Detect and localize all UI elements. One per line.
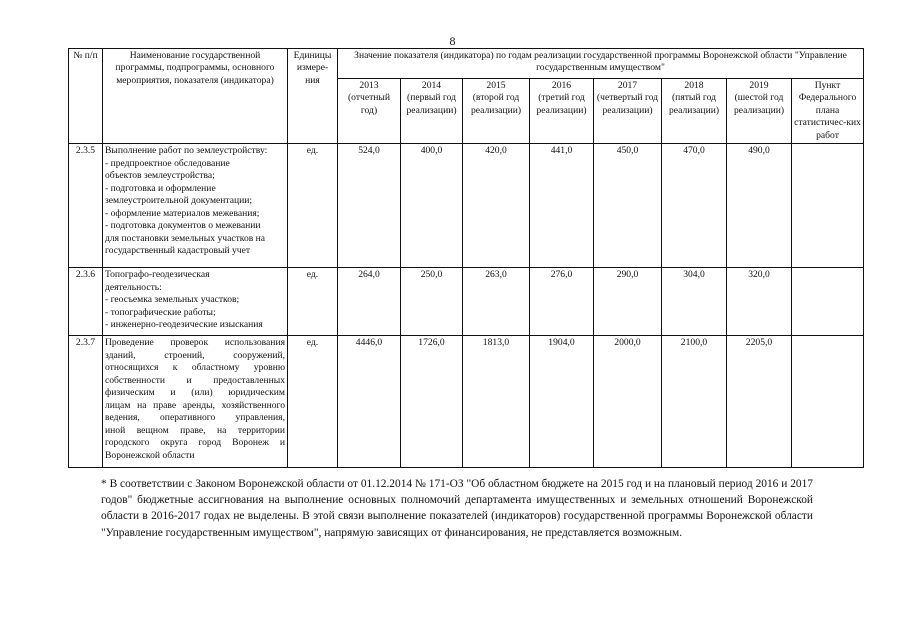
row-name-line: физическим и (или) юридическим — [105, 387, 285, 399]
row-value-2017: 290,0 — [594, 268, 662, 336]
row-value-2014: 250,0 — [401, 268, 463, 336]
header-year-label: 2019 — [749, 80, 769, 91]
row-value-2017: 2000,0 — [594, 336, 662, 468]
row-value-2015: 263,0 — [463, 268, 530, 336]
row-value-2019: 490,0 — [727, 144, 792, 268]
row-name-line: - инженерно-геодезические изыскания — [105, 319, 263, 331]
row-name-line: городского округа город Воронеж и — [105, 437, 285, 449]
header-year-label: 2018 — [684, 80, 704, 91]
row-name-line: деятельность: — [105, 281, 162, 293]
table-body — [69, 144, 864, 468]
table-row — [69, 336, 864, 468]
row-number: 2.3.6 — [69, 268, 103, 336]
header-year-note: (отчетный год) — [347, 92, 391, 116]
header-year-label: 2017 — [617, 80, 638, 91]
header-year-note: (шестой год реализации) — [733, 92, 785, 116]
row-value-2017: 450,0 — [594, 144, 662, 268]
row-name-line: - подготовка документов о межевании — [105, 220, 261, 232]
row-value-2013: 4446,0 — [338, 336, 401, 468]
row-name-line: Топографо-геодезическая — [105, 269, 210, 281]
header-year-2013 — [338, 79, 401, 144]
row-name-line: объектов землеустройства; — [105, 170, 215, 182]
row-number: 2.3.7 — [69, 336, 103, 468]
row-name-line: ведения, оперативного управления, — [105, 412, 285, 424]
header-year-2014 — [401, 79, 463, 144]
row-name-line: землеустроительной документации; — [105, 195, 253, 207]
row-name-line: Воронежской области — [105, 449, 195, 461]
header-year-label: 2015 — [486, 80, 506, 91]
row-name-line: - геосъемка земельных участков; — [105, 294, 240, 306]
row-fed-plan — [792, 336, 864, 468]
row-name-line: Выполнение работ по землеустройству: — [105, 145, 268, 157]
row-unit: ед. — [288, 336, 338, 468]
header-year-2018 — [662, 79, 727, 144]
row-value-2019: 2205,0 — [727, 336, 792, 468]
header-year-2019 — [727, 79, 792, 144]
header-year-note: (третий год реализации) — [536, 92, 587, 116]
table-row — [69, 144, 864, 268]
row-value-2016: 276,0 — [530, 268, 594, 336]
header-name: Наименование государственной программы, подпрограммы, основного мероприятия, показателя (индикатора) — [103, 49, 288, 144]
row-value-2016: 1904,0 — [530, 336, 594, 468]
row-fed-plan — [792, 268, 864, 336]
row-name-line: иной вещном праве, на территории — [105, 424, 285, 436]
row-fed-plan — [792, 144, 864, 268]
header-unit: Единицы измере-ния — [288, 49, 338, 144]
row-value-2014: 400,0 — [401, 144, 463, 268]
row-value-2018: 2100,0 — [662, 336, 727, 468]
footnote: * В соответствии с Законом Воронежской области от 01.12.2014 № 171-ОЗ "Об областном бюджете на 2015 год и на плановый период 2016 и 2017 годов" бюджетные ассигнования на выполнение основных полномочий департамента имущественных и земельных отношений Воронежской области в 2016-2017 годах не выделены. В этой связи выполнение показателей (индикаторов) государственной программы Воронежской области "Управление государственным имуществом", напрямую зависящих от финансирования, не представляется возможным. — [101, 478, 813, 539]
row-value-2019: 320,0 — [727, 268, 792, 336]
row-value-2016: 441,0 — [530, 144, 594, 268]
header-fed-plan: Пункт Федерального плана статистичес-ких работ — [792, 79, 864, 144]
row-name-line: - предпроектное обследование — [105, 157, 230, 169]
header-values-group: Значение показателя (индикатора) по годам реализации государственной программы Воронежской области "Управление государственным имуществом" — [338, 49, 864, 79]
header-year-2015 — [463, 79, 530, 144]
row-name-line: относящихся к областному уровню — [105, 362, 285, 374]
row-value-2014: 1726,0 — [401, 336, 463, 468]
row-name-line: Проведение проверок использования — [105, 337, 285, 349]
row-name — [103, 144, 288, 268]
header-num: № п/п — [69, 49, 103, 144]
row-unit: ед. — [288, 268, 338, 336]
page-number: 8 — [449, 34, 456, 48]
header-year-note: (четвертый год реализации) — [596, 92, 659, 116]
row-name-line: собственности и предоставленных — [105, 374, 285, 386]
row-value-2018: 470,0 — [662, 144, 727, 268]
row-name-line: зданий, строений, сооружений, — [105, 349, 285, 361]
row-name-line: - топографические работы; — [105, 306, 216, 318]
header-year-2016 — [530, 79, 594, 144]
header-year-2017 — [594, 79, 662, 144]
header-year-note: (второй год реализации) — [470, 92, 522, 116]
row-number: 2.3.5 — [69, 144, 103, 268]
header-year-note: (первый год реализации) — [406, 92, 457, 116]
table-row — [69, 268, 864, 336]
row-name — [103, 336, 288, 468]
row-name-line: - оформление материалов межевания; — [105, 207, 260, 219]
row-value-2013: 524,0 — [338, 144, 401, 268]
row-name-line: государственный кадастровый учет — [105, 245, 251, 257]
row-value-2015: 420,0 — [463, 144, 530, 268]
row-name-line: - подготовка и оформление — [105, 182, 216, 194]
header-year-label: 2013 — [359, 80, 379, 91]
row-unit: ед. — [288, 144, 338, 268]
row-name — [103, 268, 288, 336]
header-year-note: (пятый год реализации) — [668, 92, 720, 116]
row-name-line: для постановки земельных участков на — [105, 232, 266, 244]
row-value-2015: 1813,0 — [463, 336, 530, 468]
row-name-line: лицам на праве аренды, хозяйственного — [105, 399, 285, 411]
header-year-label: 2016 — [551, 80, 572, 91]
row-value-2018: 304,0 — [662, 268, 727, 336]
header-year-label: 2014 — [421, 80, 442, 91]
indicators-table — [68, 48, 864, 468]
row-value-2013: 264,0 — [338, 268, 401, 336]
